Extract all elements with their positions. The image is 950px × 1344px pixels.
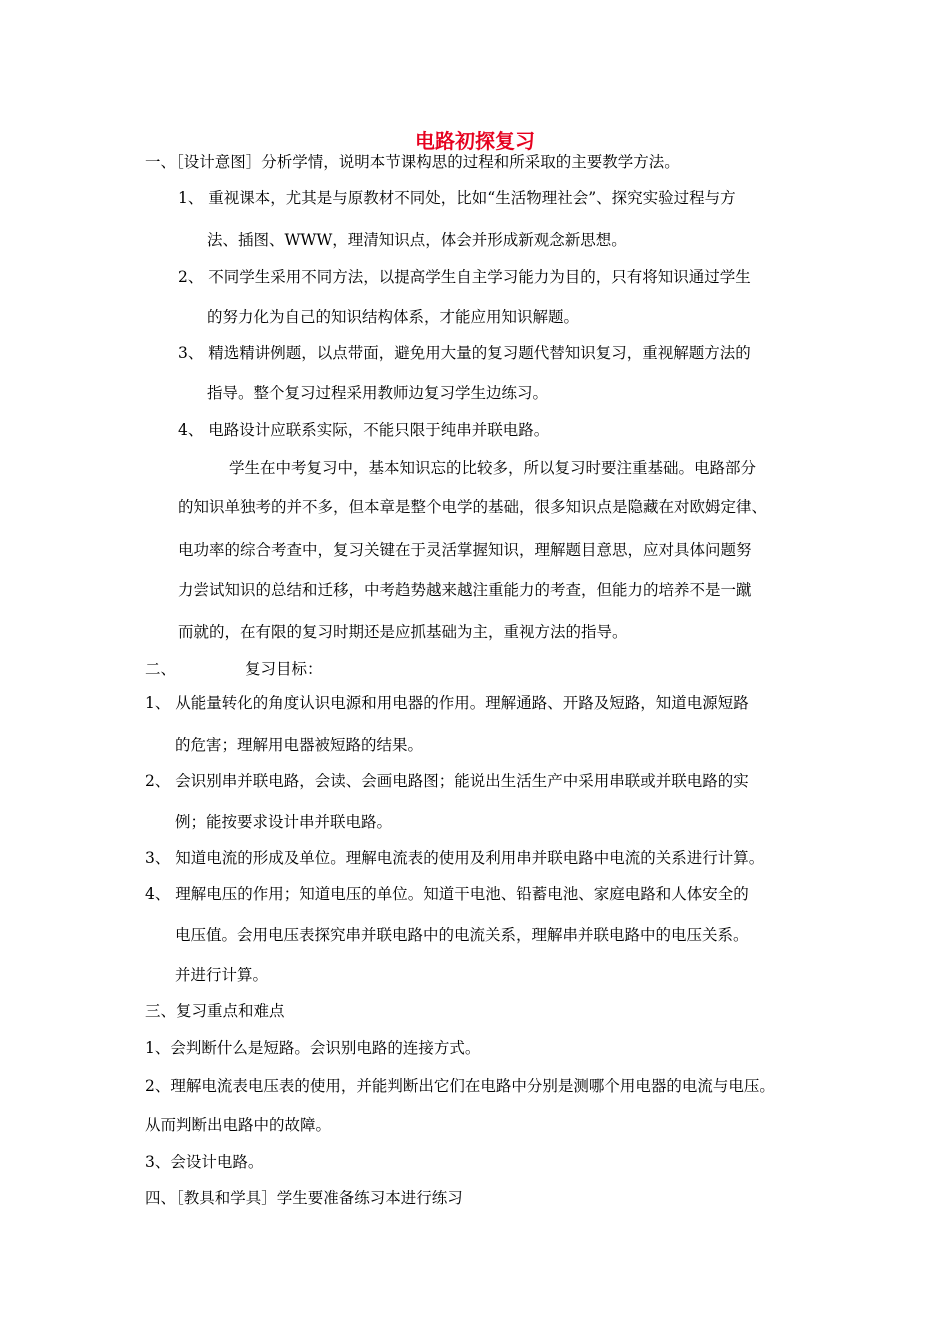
list-item: 2、理解电流表电压表的使用，并能判断出它们在电路中分别是测哪个用电器的电流与电压。 [145, 1077, 775, 1095]
list-item-continuation: 并进行计算。 [175, 966, 269, 984]
list-item: 1、会判断什么是短路。会识别电路的连接方式。 [145, 1039, 481, 1057]
section-2-number: 二、 [145, 660, 177, 678]
paragraph-line: 电功率的综合考查中，复习关键在于灵活掌握知识，理解题目意思，应对具体问题努 [178, 541, 752, 559]
list-item-continuation: 的努力化为自己的知识结构体系，才能应用知识解题。 [207, 308, 580, 326]
list-item: 3、会设计电路。 [145, 1153, 264, 1171]
paragraph-line: 而就的，在有限的复习时期还是应抓基础为主，重视方法的指导。 [178, 623, 628, 641]
list-item: 3、 精选精讲例题，以点带面，避免用大量的复习题代替知识复习，重视解题方法的 [178, 344, 751, 362]
list-item-continuation: 例；能按要求设计串并联电路。 [175, 813, 393, 831]
list-item: 3、 知道电流的形成及单位。理解电流表的使用及利用串并联电路中电流的关系进行计算。 [145, 849, 765, 867]
list-item: 4、 电路设计应联系实际，不能只限于纯串并联电路。 [178, 421, 550, 439]
list-item-continuation: 的危害；理解用电器被短路的结果。 [175, 736, 424, 754]
list-item-continuation: 从而判断出电路中的故障。 [145, 1116, 332, 1134]
list-item: 2、 不同学生采用不同方法，以提高学生自主学习能力为目的，只有将知识通过学生 [178, 268, 751, 286]
list-item: 1、 重视课本，尤其是与原教材不同处，比如“生活物理社会”、探究实验过程与方 [178, 189, 736, 207]
list-item: 4、 理解电压的作用；知道电压的单位。知道干电池、铅蓄电池、家庭电路和人体安全的 [145, 885, 749, 903]
list-item: 1、 从能量转化的角度认识电源和用电器的作用。理解通路、开路及短路，知道电源短路 [145, 694, 749, 712]
list-item-continuation: 法、插图、WWW，理清知识点，体会并形成新观念新思想。 [207, 231, 627, 249]
section-2-heading: 复习目标： [245, 660, 323, 678]
section-1-heading: 一、［设计意图］分析学情，说明本节课构思的过程和所采取的主要教学方法。 [145, 153, 680, 171]
paragraph-line: 力尝试知识的总结和迁移，中考趋势越来越注重能力的考查，但能力的培养不是一蹴 [178, 581, 752, 599]
section-3-heading: 三、复习重点和难点 [145, 1002, 285, 1020]
list-item-continuation: 电压值。会用电压表探究串并联电路中的电流关系，理解串并联电路中的电压关系。 [175, 926, 749, 944]
section-4-heading: 四、［教具和学具］学生要准备练习本进行练习 [145, 1189, 463, 1207]
paragraph-line: 学生在中考复习中，基本知识忘的比较多，所以复习时要注重基础。电路部分 [229, 459, 757, 477]
list-item: 2、 会识别串并联电路，会读、会画电路图；能说出生活生产中采用串联或并联电路的实 [145, 772, 749, 790]
list-item-continuation: 指导。整个复习过程采用教师边复习学生边练习。 [207, 384, 549, 402]
document-title: 电路初探复习 [415, 129, 535, 153]
paragraph-line: 的知识单独考的并不多，但本章是整个电学的基础，很多知识点是隐藏在对欧姆定律、 [178, 498, 768, 516]
